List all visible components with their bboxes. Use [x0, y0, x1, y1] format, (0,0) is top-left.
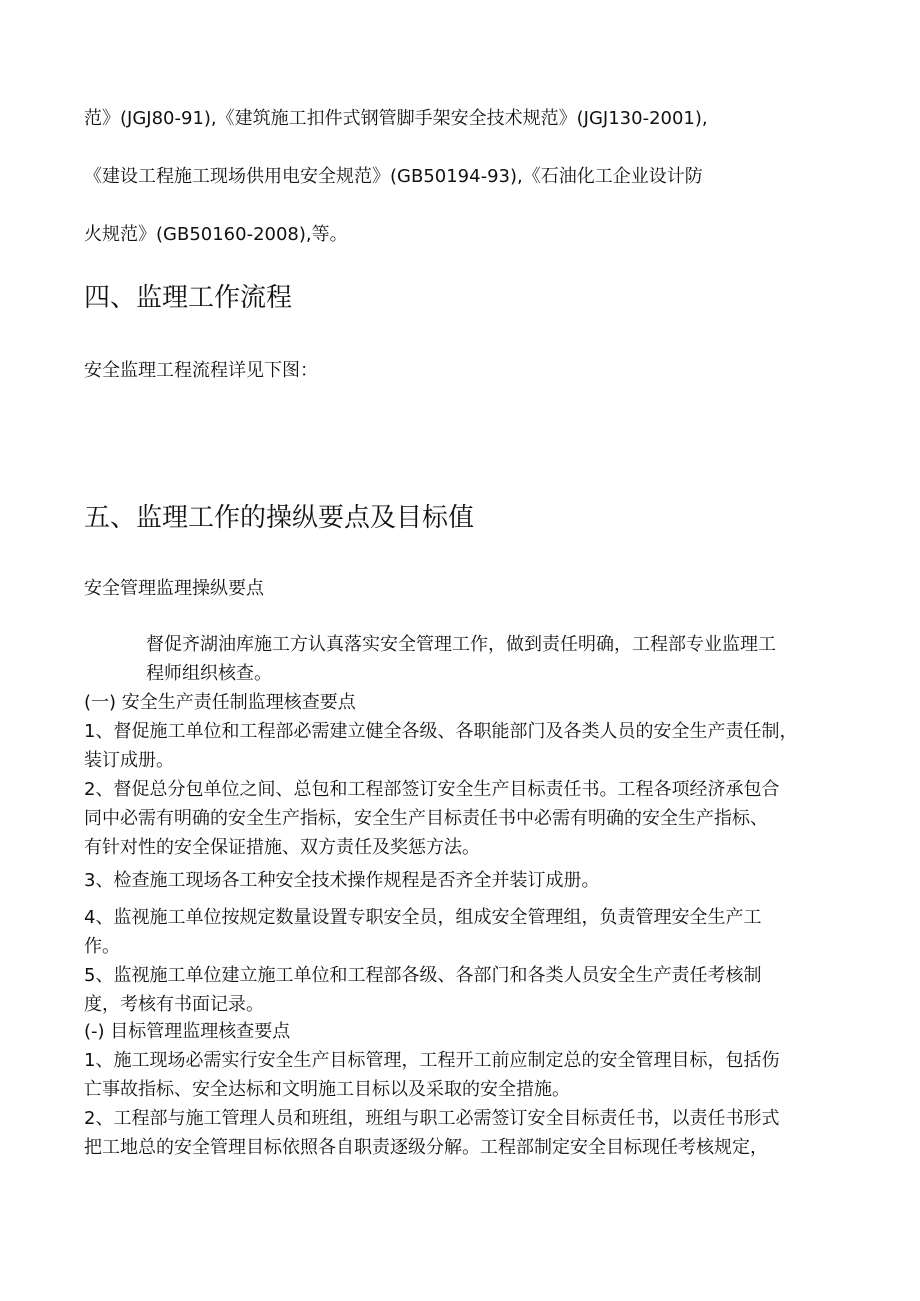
paragraph-line: 督促齐湖油库施工方认真落实安全管理工作，做到责任明确，工程部专业监理工 [146, 634, 776, 655]
list-item-line: 3、检查施工现场各工种安全技术操作规程是否齐全并装订成册。 [84, 870, 600, 891]
list-item-line: 2、工程部与施工管理人员和班组，班组与职工必需签订安全目标责任书，以责任书形式 [84, 1108, 780, 1129]
list-item-line: 2、督促总分包单位之间、总包和工程部签订安全生产目标责任书。工程各项经济承包合 [84, 779, 780, 800]
section-heading-5: 五、监理工作的操纵要点及目标值 [84, 503, 475, 533]
list-item-line: 4、监视施工单位按规定数量设置专职安全员，组成安全管理组，负责管理安全生产工 [84, 907, 762, 928]
list-item-line: 把工地总的安全管理目标依照各自职责逐级分解。工程部制定安全目标现任考核规定， [84, 1137, 768, 1158]
paragraph-line: 程师组织核查。 [146, 663, 272, 684]
list-item-line: 5、监视施工单位建立施工单位和工程部各级、各部门和各类人员安全生产责任考核制 [84, 965, 762, 986]
list-item-line: 有针对性的安全保证措施、双方责任及奖惩方法。 [84, 837, 480, 858]
list-item-line: 1、督促施工单位和工程部必需建立健全各级、各职能部门及各类人员的安全生产责任制， [84, 721, 798, 742]
list-item-line: 同中必需有明确的安全生产指标，安全生产目标责任书中必需有明确的安全生产指标、 [84, 808, 768, 829]
list-item-line: 装订成册。 [84, 750, 174, 771]
text-line: 范》(JGJ80-91),《建筑施工扣件式钢管脚手架安全技术规范》(JGJ130-2001), [84, 108, 708, 129]
section-heading-4: 四、监理工作流程 [84, 283, 293, 313]
list-item-line: 亡事故指标、安全达标和文明施工目标以及采取的安全措施。 [84, 1079, 570, 1100]
list-item-line: 1、施工现场必需实行安全生产目标管理，工程开工前应制定总的安全管理目标，包括伤 [84, 1050, 780, 1071]
text-line: 《建设工程施工现场供用电安全规范》(GB50194-93),《石油化工企业设计防 [84, 166, 703, 187]
subheading: 安全管理监理操纵要点 [84, 578, 264, 599]
list-item-line: 度，考核有书面记录。 [84, 994, 264, 1015]
text-line: 火规范》(GB50160-2008),等。 [84, 224, 348, 245]
subsection-title: (一) 安全生产责任制监理核查要点 [84, 692, 356, 713]
section-intro: 安全监理工程流程详见下图： [84, 360, 318, 381]
subsection-title: (-) 目标管理监理核查要点 [84, 1021, 291, 1042]
list-item-line: 作。 [84, 936, 120, 957]
